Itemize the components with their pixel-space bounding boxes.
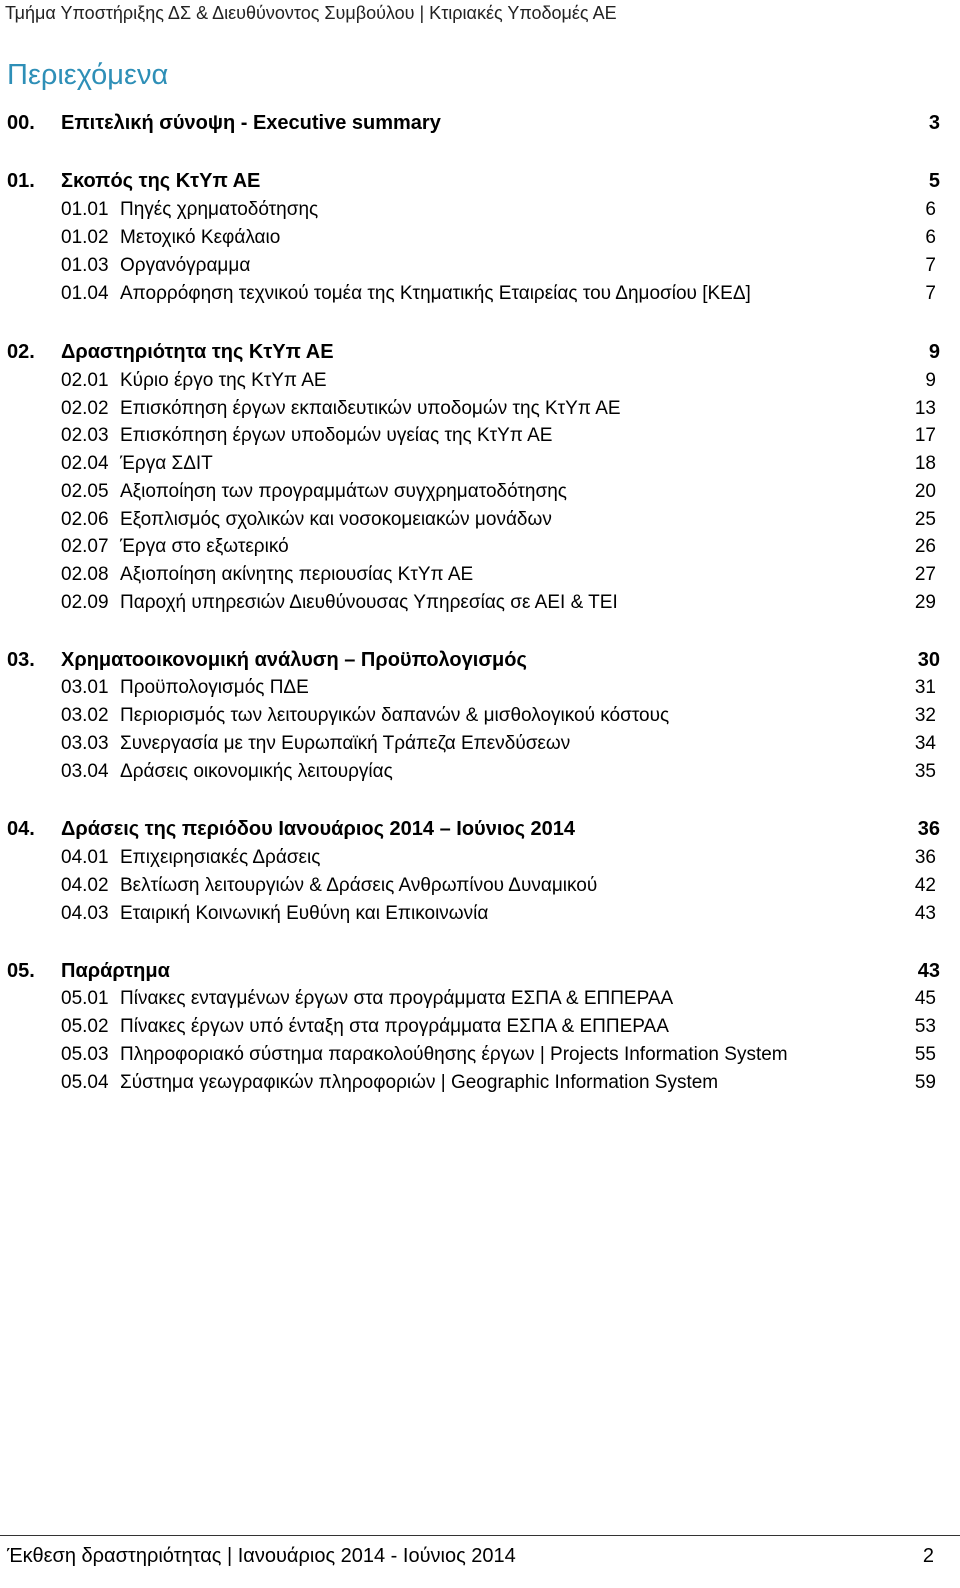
toc-entry-page: 43 <box>914 903 936 924</box>
toc-entry-page: 35 <box>914 761 936 782</box>
toc-subsection-entry[interactable] <box>0 506 960 534</box>
toc-entry-number: 01.03 <box>61 255 109 276</box>
toc-entry-label: Σκοπός της ΚτΥπ ΑΕ <box>61 170 261 192</box>
toc-entry-label: Μετοχικό Κεφάλαιο <box>120 227 281 248</box>
toc-entry-number: 03.01 <box>61 677 109 698</box>
toc-entry-label: Εξοπλισμός σχολικών και νοσοκομειακών μονάδων <box>120 509 552 530</box>
toc-entry-number: 04.01 <box>61 847 109 868</box>
footer-page-number: 2 <box>922 1545 934 1567</box>
toc-entry-page: 3 <box>928 112 940 134</box>
toc-entry-label: Έργα ΣΔΙΤ <box>120 453 213 474</box>
toc-subsection-entry[interactable] <box>0 758 960 786</box>
toc-entry-page: 34 <box>914 733 936 754</box>
toc-entry-number: 02.09 <box>61 592 109 613</box>
toc-entry-page: 42 <box>914 875 936 896</box>
toc-entry-page: 27 <box>914 564 936 585</box>
toc-entry-label: Επιτελική σύνοψη - Executive summary <box>61 112 441 134</box>
toc-subsection-entry[interactable] <box>0 589 960 617</box>
toc-entry-label: Απορρόφηση τεχνικού τομέα της Κτηματικής Εταιρείας του Δημοσίου [ΚΕΔ] <box>120 283 751 304</box>
toc-entry-number: 02.02 <box>61 398 109 419</box>
toc-entry-page: 53 <box>914 1016 936 1037</box>
toc-entry-label: Χρηματοοικονομική ανάλυση – Προϋπολογισμός <box>61 649 527 671</box>
toc-entry-number: 02.03 <box>61 425 109 446</box>
toc-entry-number: 02.01 <box>61 370 109 391</box>
toc-subsection-entry[interactable] <box>0 702 960 730</box>
toc-entry-number: 02.07 <box>61 536 109 557</box>
toc-entry-number: 02.04 <box>61 453 109 474</box>
toc-section-entry[interactable] <box>0 167 960 195</box>
toc-entry-page: 31 <box>914 677 936 698</box>
toc-subsection-entry[interactable] <box>0 985 960 1013</box>
toc-subsection-entry[interactable] <box>0 844 960 872</box>
toc-entry-page: 30 <box>917 649 940 671</box>
toc-entry-page: 7 <box>925 255 936 276</box>
toc-entry-page: 26 <box>914 536 936 557</box>
toc-entry-page: 29 <box>914 592 936 613</box>
toc-entry-number: 02.05 <box>61 481 109 502</box>
toc-entry-number: 02.08 <box>61 564 109 585</box>
toc-subsection-entry[interactable] <box>0 224 960 252</box>
toc-entry-label: Δράσεις της περιόδου Ιανουάριος 2014 – Ιούνιος 2014 <box>61 818 576 840</box>
toc-entry-number: 03. <box>7 649 35 671</box>
toc-subsection-entry[interactable] <box>0 367 960 395</box>
toc-entry-page: 17 <box>914 425 936 446</box>
page-header: Τμήμα Υποστήριξης ΔΣ & Διευθύνοντος Συμβούλου | Κτιριακές Υποδομές ΑΕ <box>5 3 617 23</box>
toc-entry-number: 05.03 <box>61 1044 109 1065</box>
toc-entry-page: 32 <box>914 705 936 726</box>
toc-title: Περιεχόμενα <box>7 59 169 91</box>
toc-entry-page: 9 <box>928 341 940 363</box>
toc-entry-number: 03.02 <box>61 705 109 726</box>
toc-entry-label: Επισκόπηση έργων εκπαιδευτικών υποδομών της ΚτΥπ ΑΕ <box>120 398 621 419</box>
toc-section-entry[interactable] <box>0 109 960 137</box>
toc-entry-label: Συνεργασία με την Ευρωπαϊκή Τράπεζα Επενδύσεων <box>120 733 571 754</box>
toc-entry-label: Αξιοποίηση των προγραμμάτων συγχρηματοδότησης <box>120 481 567 502</box>
toc-entry-page: 20 <box>914 481 936 502</box>
toc-entry-number: 03.04 <box>61 761 109 782</box>
toc-entry-label: Αξιοποίηση ακίνητης περιουσίας ΚτΥπ ΑΕ <box>120 564 474 585</box>
toc-entry-label: Πηγές χρηματοδότησης <box>120 199 319 220</box>
toc-entry-page: 36 <box>914 847 936 868</box>
toc-entry-number: 01.01 <box>61 199 109 220</box>
toc-entry-page: 45 <box>914 988 936 1009</box>
toc-entry-number: 04. <box>7 818 35 840</box>
toc-entry-page: 6 <box>925 199 936 220</box>
toc-section-entry[interactable] <box>0 338 960 366</box>
toc-subsection-entry[interactable] <box>0 478 960 506</box>
toc-entry-label: Πληροφοριακό σύστημα παρακολούθησης έργων | Projects Information System <box>120 1044 788 1065</box>
toc-entry-number: 01. <box>7 170 35 192</box>
toc-entry-number: 05.04 <box>61 1072 109 1093</box>
toc-entry-number: 04.02 <box>61 875 109 896</box>
toc-entry-label: Έργα στο εξωτερικό <box>120 536 289 557</box>
toc-section-entry[interactable] <box>0 815 960 843</box>
toc-entry-page: 25 <box>914 509 936 530</box>
toc-subsection-entry[interactable] <box>0 674 960 702</box>
toc-entry-number: 03.03 <box>61 733 109 754</box>
toc-entry-label: Περιορισμός των λειτουργικών δαπανών & μισθολογικού κόστους <box>120 705 670 726</box>
toc-entry-number: 02.06 <box>61 509 109 530</box>
toc-subsection-entry[interactable] <box>0 1069 960 1097</box>
toc-entry-label: Επιχειρησιακές Δράσεις <box>120 847 321 868</box>
toc-entry-page: 36 <box>917 818 940 840</box>
page-footer <box>0 1535 960 1576</box>
toc-entry-page: 7 <box>925 283 936 304</box>
toc-entry-label: Κύριο έργο της ΚτΥπ ΑΕ <box>120 370 327 391</box>
toc-entry-label: Οργανόγραμμα <box>120 255 251 276</box>
toc-entry-page: 9 <box>925 370 936 391</box>
toc-subsection-entry[interactable] <box>0 280 960 308</box>
toc-entry-label: Βελτίωση λειτουργιών & Δράσεις Ανθρωπίνου Δυναμικού <box>120 875 598 896</box>
toc-section-entry[interactable] <box>0 646 960 674</box>
toc-entry-label: Πίνακες ενταγμένων έργων στα προγράμματα ΕΣΠΑ & ΕΠΠΕΡΑΑ <box>120 988 674 1009</box>
toc-entry-page: 6 <box>925 227 936 248</box>
toc-entry-number: 05. <box>7 960 35 982</box>
toc-entry-page: 13 <box>914 398 936 419</box>
toc-entry-number: 05.01 <box>61 988 109 1009</box>
toc-subsection-entry[interactable] <box>0 730 960 758</box>
toc-subsection-entry[interactable] <box>0 900 960 928</box>
toc-entry-page: 5 <box>928 170 940 192</box>
toc-subsection-entry[interactable] <box>0 252 960 280</box>
toc-entry-number: 05.02 <box>61 1016 109 1037</box>
toc-entry-page: 55 <box>914 1044 936 1065</box>
toc-subsection-entry[interactable] <box>0 196 960 224</box>
toc-entry-number: 04.03 <box>61 903 109 924</box>
toc-subsection-entry[interactable] <box>0 422 960 450</box>
toc-entry-label: Παράρτημα <box>61 960 170 982</box>
toc-subsection-entry[interactable] <box>0 533 960 561</box>
toc-subsection-entry[interactable] <box>0 872 960 900</box>
toc-entry-page: 18 <box>914 453 936 474</box>
toc-entry-page: 59 <box>914 1072 936 1093</box>
toc-subsection-entry[interactable] <box>0 1013 960 1041</box>
toc-section-entry[interactable] <box>0 957 960 985</box>
toc-entry-label: Προϋπολογισμός ΠΔΕ <box>120 677 309 698</box>
toc-entry-label: Επισκόπηση έργων υποδομών υγείας της ΚτΥπ ΑΕ <box>120 425 553 446</box>
toc-entry-page: 43 <box>917 960 940 982</box>
toc-entry-label: Δράσεις οικονομικής λειτουργίας <box>120 761 393 782</box>
toc-entry-label: Πίνακες έργων υπό ένταξη στα προγράμματα ΕΣΠΑ & ΕΠΠΕΡΑΑ <box>120 1016 669 1037</box>
footer-title: Έκθεση δραστηριότητας | Ιανουάριος 2014 - Ιούνιος 2014 <box>7 1545 516 1567</box>
toc-subsection-entry[interactable] <box>0 395 960 423</box>
toc-entry-number: 00. <box>7 112 35 134</box>
toc-subsection-entry[interactable] <box>0 450 960 478</box>
toc-subsection-entry[interactable] <box>0 561 960 589</box>
toc-entry-label: Δραστηριότητα της ΚτΥπ ΑΕ <box>61 341 334 363</box>
toc-entry-label: Παροχή υπηρεσιών Διευθύνουσας Υπηρεσίας σε ΑΕΙ & ΤΕΙ <box>120 592 618 613</box>
toc-entry-number: 02. <box>7 341 35 363</box>
toc-entry-number: 01.02 <box>61 227 109 248</box>
toc-entry-label: Εταιρική Κοινωνική Ευθύνη και Επικοινωνία <box>120 903 489 924</box>
toc-entry-label: Σύστημα γεωγραφικών πληροφοριών | Geographic Information System <box>120 1072 719 1093</box>
toc-entry-number: 01.04 <box>61 283 109 304</box>
toc-subsection-entry[interactable] <box>0 1041 960 1069</box>
